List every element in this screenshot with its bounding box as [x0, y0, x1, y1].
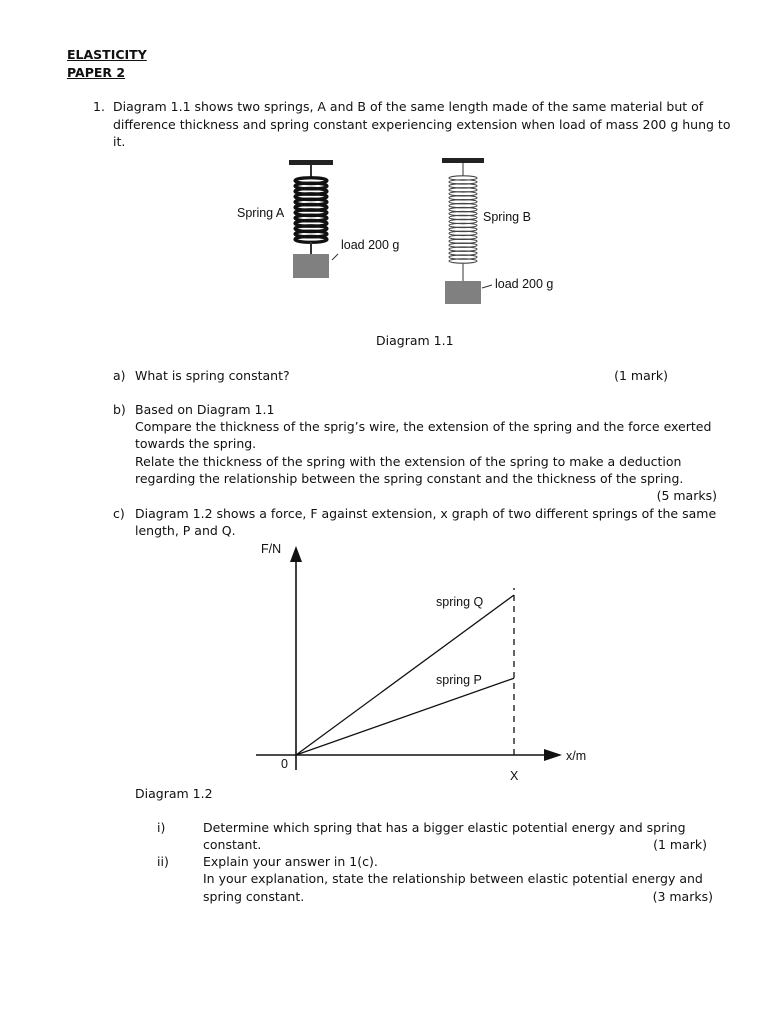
- spring-b-label: Spring B: [483, 210, 531, 224]
- paper-topic-title: ELASTICITY: [67, 47, 147, 62]
- part-b-marks: (5 marks): [656, 488, 717, 503]
- subq-ii-numeral: ii): [157, 854, 169, 869]
- x-axis-arrow: [544, 749, 562, 761]
- subq-i-line-1: Determine which spring that has a bigger elastic potential energy and spring: [203, 820, 686, 835]
- part-c-line-2: length, P and Q.: [135, 523, 236, 538]
- subq-ii-line-2: In your explanation, state the relationship between elastic potential energy and: [203, 871, 703, 886]
- coil-turn: [295, 236, 327, 242]
- part-b-line-2: Compare the thickness of the sprig’s wire, the extension of the spring and the force exerted: [135, 419, 712, 434]
- spring-a-label: Spring A: [237, 206, 285, 220]
- y-axis-arrow: [290, 546, 302, 562]
- spring-a-support: [289, 160, 333, 165]
- part-b-letter: b): [113, 402, 126, 417]
- load-b: [445, 281, 481, 304]
- load-a-label: load 200 g: [341, 238, 400, 252]
- x-tick-label: X: [510, 769, 519, 783]
- force-extension-graph: [240, 538, 610, 788]
- origin-label: 0: [281, 757, 288, 771]
- load-b-label: load 200 g: [495, 277, 554, 291]
- part-b-line-4: Relate the thickness of the spring with the extension of the spring to make a deduction: [135, 454, 682, 469]
- diagram-1-2-caption: Diagram 1.2: [135, 786, 213, 801]
- subq-ii-marks: (3 marks): [652, 889, 713, 904]
- subq-i-marks: (1 mark): [653, 837, 707, 852]
- diagram-springs: [220, 150, 600, 315]
- load-a: [293, 254, 329, 278]
- question-intro-line-3: it.: [113, 134, 126, 149]
- part-a-marks: (1 mark): [614, 368, 668, 383]
- series-label-spring-q: spring Q: [436, 595, 484, 609]
- part-b-line-5: regarding the relationship between the spring constant and the thickness of the spring.: [135, 471, 684, 486]
- subq-ii-line-3: spring constant.: [203, 889, 305, 904]
- question-intro-line-2: difference thickness and spring constant experiencing extension when load of mass 200 g hung to: [113, 117, 731, 132]
- paper-number: PAPER 2: [67, 65, 126, 80]
- series-label-spring-p: spring P: [436, 673, 482, 688]
- part-a-text: What is spring constant?: [135, 368, 290, 383]
- series-line-spring-p: [296, 678, 514, 755]
- question-intro-line-1: Diagram 1.1 shows two springs, A and B of the same length made of the same material but of: [113, 99, 704, 114]
- subq-ii-line-1: Explain your answer in 1(c).: [203, 854, 378, 869]
- question-number: 1.: [93, 99, 105, 114]
- spring-b-coil: [449, 176, 477, 263]
- diagram-1-1-caption: Diagram 1.1: [376, 333, 454, 348]
- part-c-letter: c): [113, 506, 125, 521]
- part-a-letter: a): [113, 368, 126, 383]
- part-b-line-1: Based on Diagram 1.1: [135, 402, 275, 417]
- part-b-line-3: towards the spring.: [135, 436, 257, 451]
- x-axis-label: x/m: [566, 749, 587, 763]
- subq-i-line-2: constant.: [203, 837, 262, 852]
- y-axis-label: F/N: [261, 542, 282, 556]
- part-c-line-1: Diagram 1.2 shows a force, F against extension, x graph of two different springs of the same: [135, 506, 717, 521]
- spring-b-support: [442, 158, 484, 163]
- spring-a-coil: [295, 178, 327, 243]
- subq-i-numeral: i): [157, 820, 166, 835]
